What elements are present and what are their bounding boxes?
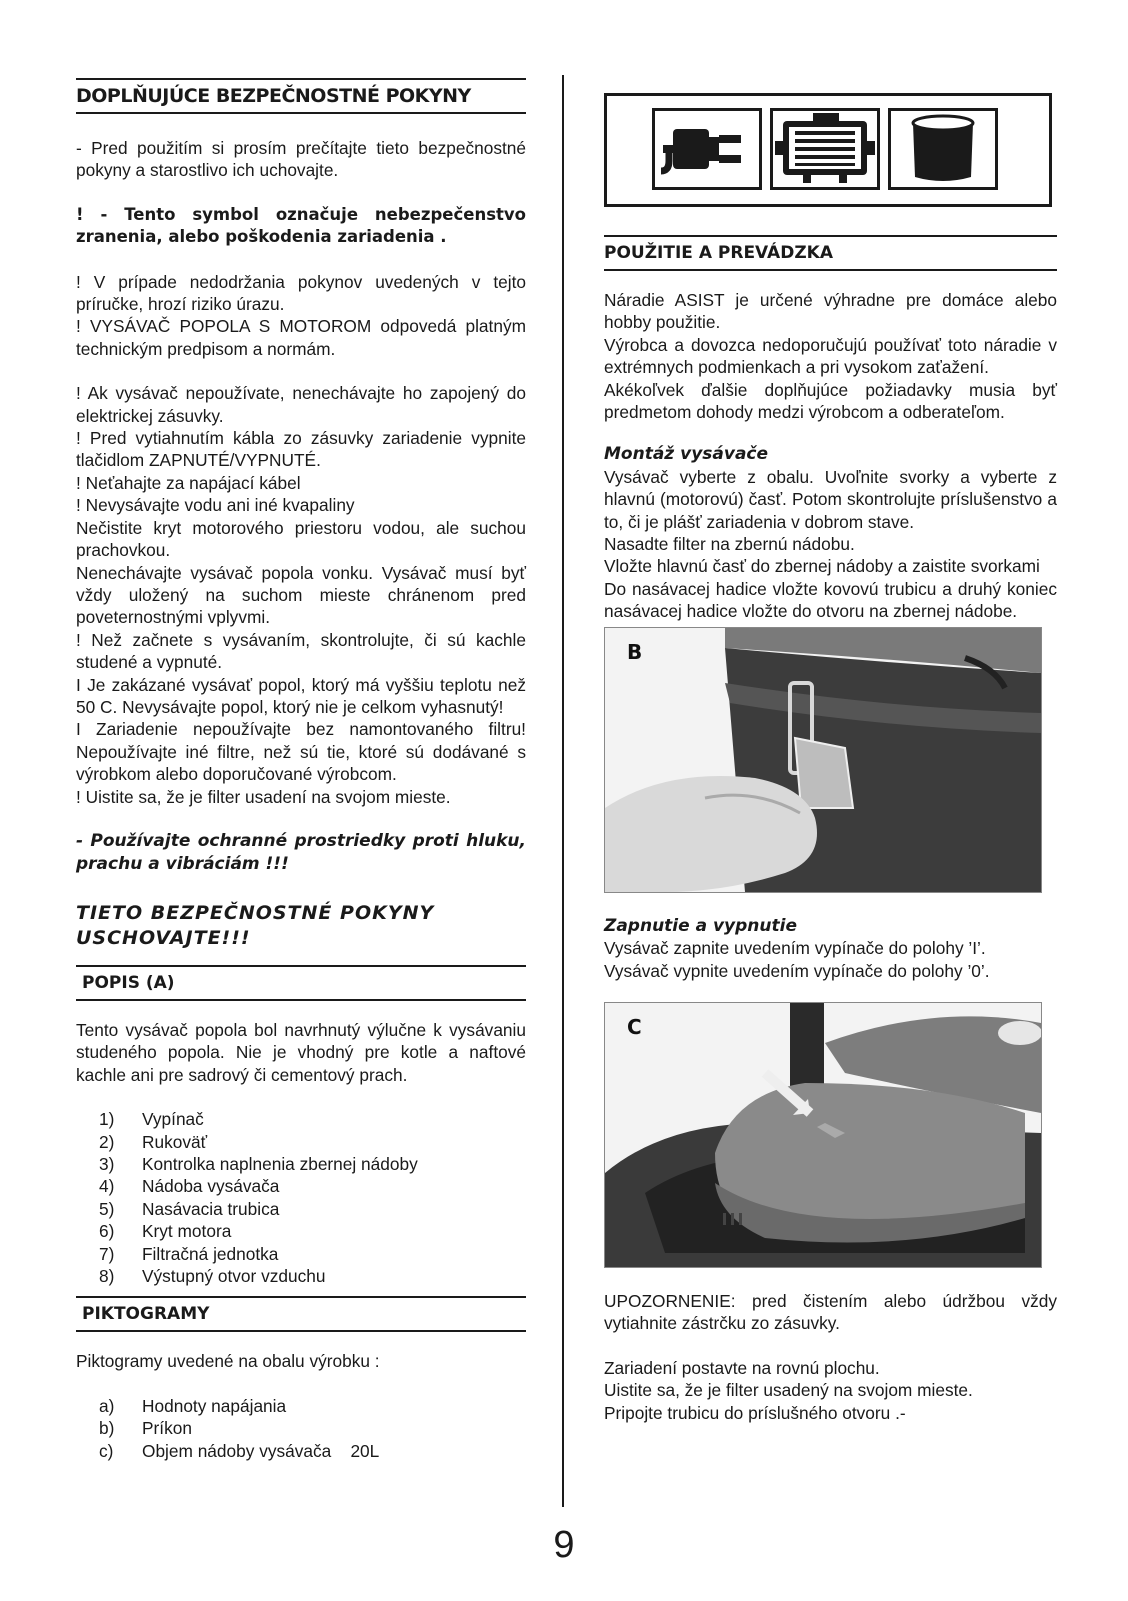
usage-text: Výrobca a dovozca nedoporučujú používať toto náradie v extrémnych podmienkach a pri vysokom zaťažení.	[604, 334, 1057, 378]
intro-text: - Pred použitím si prosím prečítajte tieto bezpečnostné pokyny a starostlivo ich uchovajte.	[76, 138, 526, 181]
container-icon	[888, 108, 998, 190]
photo-clamp	[604, 627, 1042, 893]
pikto-list	[76, 1395, 526, 1462]
popis-text: Tento vysávač popola bol navrhnutý výlučne k vysávaniu studeného popola. Nie je vhodný pre kotle a naftové kachle ani pre sadrový či cementový prach.	[76, 1019, 526, 1085]
safety-item: ! Uistite sa, že je filter usadení na svojom mieste.	[76, 786, 451, 807]
safety-item: ! Ak vysávač nepoužívate, nenechávajte ho zapojený do elektrickej zásuvky.	[76, 383, 526, 426]
usage-text: Akékoľvek ďalšie doplňujúce požiadavky musia byť predmetom dohody medzi výrobcom a odberateľom.	[604, 379, 1057, 423]
popis-heading: POPIS (A)	[76, 965, 526, 1001]
photo-b-label: B	[627, 639, 643, 664]
pikto-heading: PIKTOGRAMY	[76, 1296, 526, 1332]
safety-item: I Je zakázané vysávať popol, ktorý má vyššiu teplotu než 50 C. Nevysávajte popol, ktorý nie je celkom vyhasnutý!	[76, 674, 526, 717]
list-item: 7) Filtračná jednotka	[99, 1243, 279, 1264]
page-number: 9	[553, 1524, 575, 1566]
photo-switch	[604, 1002, 1042, 1268]
list-item: 1) Vypínač	[99, 1109, 204, 1130]
list-item: 8) Výstupný otvor vzduchu	[99, 1266, 326, 1287]
switch-heading: Zapnutie a vypnutie	[604, 915, 797, 936]
final-text: Zariadení postavte na rovnú plochu.	[604, 1357, 880, 1378]
maintenance-warning: UPOZORNENIE: pred čistením alebo údržbou vždy vytiahnite zástrčku zo zásuvky.	[604, 1290, 1057, 1334]
assembly-text: Vložte hlavnú časť do zbernej nádoby a zaistite svorkami	[604, 556, 1040, 577]
safety-item: ! Neťahajte za napájací kábel	[76, 472, 301, 493]
left-column	[76, 78, 526, 1462]
list-item: c) Objem nádoby vysávača 20L	[99, 1440, 380, 1461]
pikto-text: Piktogramy uvedené na obalu výrobku :	[76, 1351, 380, 1372]
final-text: Pripojte trubicu do príslušného otvoru .-	[604, 1402, 906, 1423]
protection-note: - Používajte ochranné prostriedky proti hluku, prachu a vibráciám !!!	[76, 830, 526, 874]
assembly-text: Vysávač vyberte z obalu. Uvoľnite svorky a vyberte z hlavnú (motorovú) časť. Potom skontrolujte príslušenstvo a to, či je plášť zariadenia v dobrom stave.	[604, 466, 1057, 532]
plug-icon	[652, 108, 762, 190]
keep-instructions: TIETO BEZPEČNOSTNÉ POKYNY USCHOVAJTE!!!	[76, 901, 435, 949]
safety-item: ! Nevysávajte vodu ani iné kvapaliny	[76, 495, 355, 516]
safety-item: Nečistite kryt motorového priestoru vodou, ale suchou prachovkou.	[76, 517, 526, 561]
switch-text: Vysávač zapnite uvedením vypínače do polohy ’I’.	[604, 938, 986, 959]
safety-item: Nenechávajte vysávač popola vonku. Vysávač musí byť vždy uložený na suchom mieste chránenom pred poveternostnými vplyvmi.	[76, 562, 526, 628]
photo-c-label: C	[627, 1014, 642, 1039]
list-item: 6) Kryt motora	[99, 1221, 232, 1242]
safety-item: ! Pred vytiahnutím kábla zo zásuvky zariadenie vypnite tlačidlom ZAPNUTÉ/VYPNUTÉ.	[76, 428, 526, 471]
parts-list	[76, 1108, 526, 1287]
usage-heading: POUŽITIE A PREVÁDZKA	[604, 235, 1057, 271]
safety-item: ! V prípade nedodržania pokynov uvedených v tejto príručke, hrozí riziko úrazu.	[76, 271, 526, 315]
list-item: 2) Rukoväť	[99, 1131, 208, 1152]
list-item: 4) Nádoba vysávača	[99, 1176, 280, 1197]
motor-icon	[770, 108, 880, 190]
assembly-text: Nasadte filter na zbernú nádobu.	[604, 534, 855, 555]
assembly-heading: Montáž vysávače	[604, 444, 769, 465]
switch-text: Vysávač vypnite uvedením vypínače do polohy ’0’.	[604, 960, 990, 981]
right-column	[604, 93, 1057, 1424]
list-item: 3) Kontrolka naplnenia zbernej nádoby	[99, 1154, 418, 1174]
safety-item: ! Než začnete s vysávaním, skontrolujte, či sú kachle studené a vypnuté.	[76, 629, 526, 673]
safety-heading: DOPLŇUJÚCE BEZPEČNOSTNÉ POKYNY	[76, 78, 526, 114]
safety-item: ! VYSÁVAČ POPOLA S MOTOROM odpovedá platným technickým predpisom a normám.	[76, 316, 526, 359]
safety-item: I Zariadenie nepoužívajte bez namontovaného filtru! Nepoužívajte iné filtre, než sú tie, ktoré sú dodávané s výrobkom alebo doporučované výrobcom.	[76, 719, 526, 785]
list-item: b) Príkon	[99, 1418, 192, 1439]
pictogram-panel	[604, 93, 1052, 207]
column-divider	[562, 75, 564, 1507]
list-item: 5) Nasávacia trubica	[99, 1198, 280, 1219]
final-text: Uistite sa, že je filter usadený na svojom mieste.	[604, 1380, 973, 1401]
usage-text: Náradie ASIST je určené výhradne pre domáce alebo hobby použitie.	[604, 290, 1057, 333]
warning-symbol-text: ! - Tento symbol označuje nebezpečenstvo zranenia, alebo poškodenia zariadenia .	[76, 204, 526, 247]
list-item: a) Hodnoty napájania	[99, 1395, 287, 1416]
assembly-text: Do nasávacej hadice vložte kovovú trubicu a druhý koniec nasávacej hadice vložte do otvoru na zbernej nádobe.	[604, 578, 1057, 622]
